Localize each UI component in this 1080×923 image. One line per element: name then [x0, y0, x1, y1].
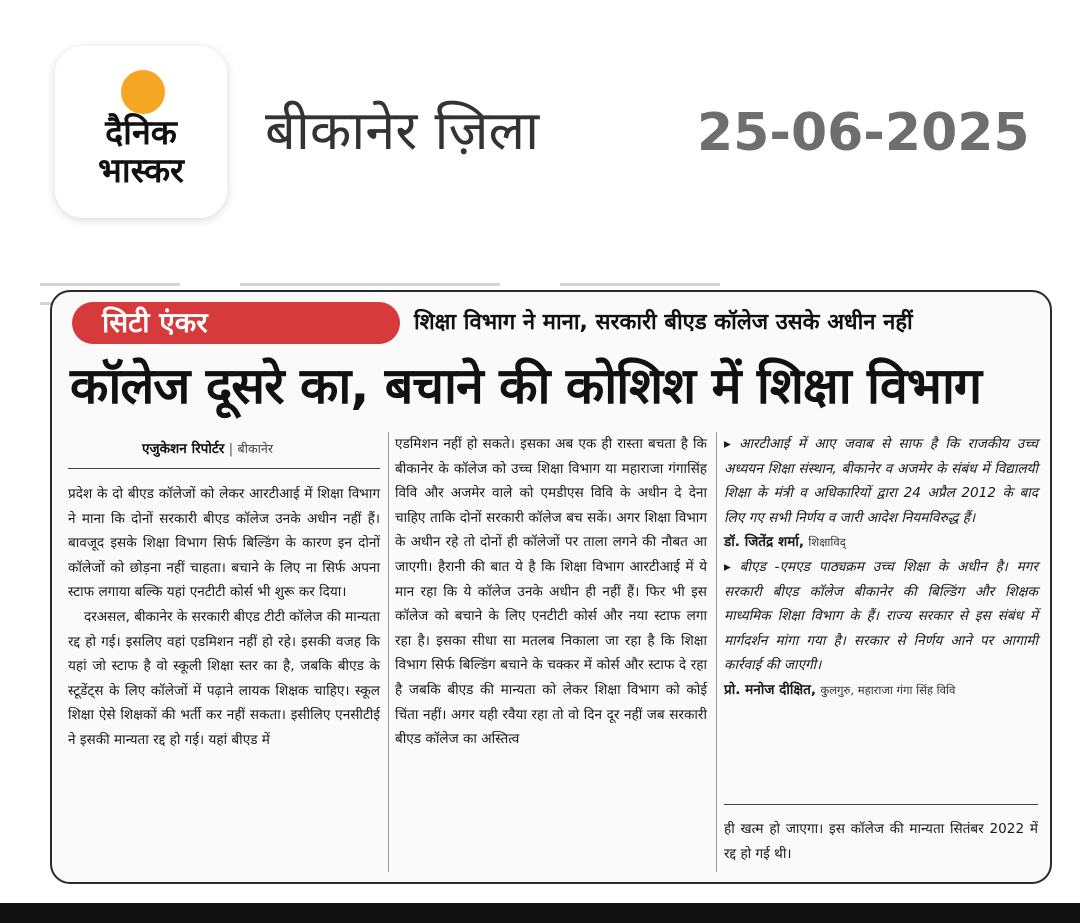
paragraph: प्रदेश के दो बीएड कॉलेजों को लेकर आरटीआई में शिक्षा विभाग ने माना कि दोनों सरकारी बीएड कॉलेज उनके अधीन नहीं हैं। बावजूद इसके शिक्षा विभाग सिर्फ बिल्डिंग के कारण इन दोनों कॉलेजों को छोड़ना नहीं चाहता। बचाने के लिए ना सिर्फ अपना स्टाफ लगाया बल्कि यहां एनटीटी कोर्स भी शुरू कर दिया। — [68, 486, 380, 601]
quote-section-rule — [724, 804, 1038, 805]
app-header — [0, 0, 1080, 240]
article-column-3-tail: ही खत्म हो जाएगा। इस कॉलेज की मान्यता सितंबर 2022 में रद्द हो गई थी। — [724, 821, 1038, 862]
section-badge: सिटी एंकर — [72, 302, 400, 344]
byline-reporter: एजुकेशन रिपोर्टर — [142, 441, 225, 457]
quote-text: बीएड -एमएड पाठ्यक्रम उच्च शिक्षा के अधीन है। मगर सरकारी बीएड कॉलेज बीकानेर की बिल्डिंग और शिक्षक माध्यमिक शिक्षा विभाग के हैं। राज्य सरकार से इस संबंध में मार्गदर्शन मांगा गया है। सरकार से निर्णय आने पर आगामी कार्रवाई की जाएगी। — [724, 558, 1038, 674]
byline-separator: | — [224, 441, 238, 457]
logo-text-line2: भास्कर — [98, 151, 184, 191]
article-column-2 — [395, 432, 707, 752]
logo-text-line1: दैनिक — [105, 113, 177, 153]
quote-author: प्रो. मनोज दीक्षित, — [724, 681, 817, 698]
edition-date: 25-06-2025 — [697, 103, 1030, 163]
quote-block — [724, 432, 1038, 530]
newspaper-logo[interactable] — [55, 46, 227, 218]
byline-location: बीकानेर — [237, 441, 274, 456]
column-divider — [716, 432, 717, 872]
sun-icon — [121, 70, 165, 114]
quote-marker-icon: ▸ — [724, 558, 731, 575]
news-clipping[interactable] — [50, 290, 1052, 884]
bottom-edge-bar — [0, 903, 1080, 923]
quote-text: आरटीआई में आए जवाब से साफ है कि राजकीय उच्च अध्ययन शिक्षा संस्थान, बीकानेर व अजमेर के संबंध में विद्यालयी शिक्षा के मंत्री व अधिकारियों द्वारा 24 अप्रैल 2012 के बाद लिए गए सभी निर्णय व जारी आदेश नियमविरुद्ध हैं। — [724, 436, 1038, 526]
article-headline: कॉलेज दूसरे का, बचाने की कोशिश में शिक्षा विभाग — [70, 357, 982, 415]
byline — [142, 437, 273, 461]
bleed-through-text — [40, 271, 960, 277]
paragraph: दरअसल, बीकानेर के सरकारी बीएड टीटी कॉलेज की मान्यता रद्द हो गई। इसलिए वहां एडमिशन नहीं हो रहे। इसकी वजह कि यहां जो स्टाफ है वो स्कूली शिक्षा स्तर का है, जबकि बीएड के स्टूडेंट्स के लिए कॉलेजों में पढ़ाने लायक शिक्षक चाहिए। स्कूल शिक्षा ऐसे शिक्षकों की भर्ती कर नहीं सकता। इसीलिए एनसीटीई ने इसकी मान्यता रद्द हो गई। यहां बीएड में — [68, 608, 380, 748]
quote-marker-icon: ▸ — [724, 436, 731, 452]
article-column-1 — [68, 482, 380, 753]
column-divider — [388, 432, 389, 872]
paragraph: एडमिशन नहीं हो सकते। इसका अब एक ही रास्ता बचता है कि बीकानेर के कॉलेज को उच्च शिक्षा विभाग या महाराजा गंगासिंह विवि और अजमेर वाले को एमडीएस विवि के अधीन दे देना चाहिए ताकि दोनों सरकारी कॉलेज बच सकें। अगर शिक्षा विभाग के अधीन रहे तो दोनों ही कॉलेजों पर ताला लगने की नौबत आ जाएगी। हैरानी की बात ये है कि शिक्षा विभाग आरटीआई में ये मान रहा कि ये कॉलेज उनके अधीन ही नहीं हैं। फिर भी इस कॉलेज को बचाने के लिए एनटीटी कोर्स और नया स्टाफ लगा रहा है। इसका सीधा सा मतलब निकाला जा रहा है कि शिक्षा विभाग सिर्फ बिल्डिंग बचाने के चक्कर में कोर्स और स्टाफ दे रहा है जबकि बीएड की मान्यता को लेकर शिक्षा विभाग को कोई चिंता नहीं। अगर यही रवैया रहा तो वो दिन दूर नहीं जब सरकारी बीएड कॉलेज का अस्तित्व — [395, 436, 707, 748]
quote-attribution — [724, 530, 1038, 555]
quote-attribution — [724, 678, 1038, 703]
quote-author-role: शिक्षाविद् — [808, 535, 846, 550]
article-subheadline: शिक्षा विभाग ने माना, सरकारी बीएड कॉलेज उसके अधीन नहीं — [414, 310, 913, 335]
quotes-column — [724, 432, 1038, 703]
quote-author-role: कुलगुरु, महाराजा गंगा सिंह विवि — [820, 682, 956, 697]
quote-block — [724, 555, 1038, 678]
edition-title: बीकानेर ज़िला — [265, 99, 540, 162]
byline-rule — [68, 468, 380, 469]
quote-author: डॉ. जितेंद्र शर्मा, — [724, 534, 805, 551]
